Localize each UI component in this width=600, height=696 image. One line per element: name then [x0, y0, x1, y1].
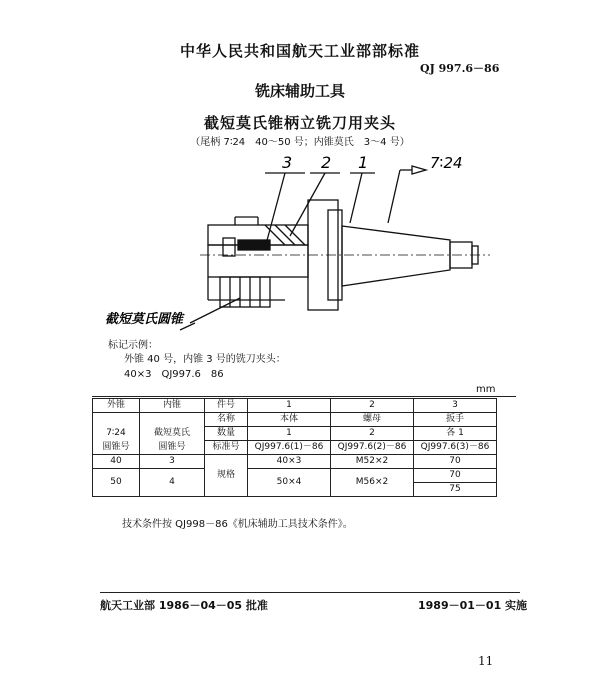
header-spec: 规格	[205, 455, 248, 497]
row2-c2: M56×2	[331, 469, 414, 497]
callout-1: 1	[358, 153, 369, 172]
row1-c3: 70	[414, 455, 497, 469]
row1-outer: 40	[93, 455, 140, 469]
taper-label: 7∶24	[430, 154, 463, 172]
standard-number: QJ 997.6－86	[420, 62, 500, 75]
callout-3: 3	[282, 153, 293, 172]
row1-c2: M52×2	[331, 455, 414, 469]
table-row	[93, 399, 497, 413]
part-seq-2: 2	[331, 399, 414, 413]
tool-holder-drawing	[100, 148, 520, 348]
table-top-rule	[92, 396, 516, 397]
parts-table	[92, 398, 497, 497]
header-outer-sub1: 7∶24	[93, 427, 140, 441]
table-row	[93, 413, 497, 427]
part-std-2: QJ997.6(2)－86	[331, 441, 414, 455]
header-inner-sub2: 圆锥号	[140, 441, 205, 455]
table-row	[93, 469, 497, 483]
standard-authority: 中华人民共和国航天工业部部标准	[179, 42, 420, 60]
header-std: 标准号	[205, 441, 248, 455]
series-title: 铣床辅助工具	[254, 82, 345, 100]
document-title: 截短莫氏锥柄立铣刀用夹头	[203, 114, 396, 132]
table-row	[93, 455, 497, 469]
row2-inner: 4	[140, 469, 205, 497]
page-number: 11	[478, 654, 494, 668]
document-subtitle: （尾柄 7∶24 40～50 号；内锥莫氏 3～4 号）	[190, 137, 410, 148]
effective-date: 1989－01－01 实施	[418, 599, 528, 612]
part-qty-3: 各 1	[414, 427, 497, 441]
table-row	[93, 441, 497, 455]
header-inner-sub1: 截短莫氏	[140, 427, 205, 441]
approval-date: 航天工业部 1986－04－05 批准	[100, 599, 268, 612]
footer-rule	[100, 592, 520, 593]
part-seq-3: 3	[414, 399, 497, 413]
unit-label: mm	[476, 384, 496, 395]
part-std-1: QJ997.6(1)－86	[248, 441, 331, 455]
part-name-3: 扳手	[414, 413, 497, 427]
marking-example: 40×3 QJ997.6 86	[124, 369, 224, 380]
callout-2: 2	[321, 153, 332, 172]
row1-c1: 40×3	[248, 455, 331, 469]
header-name: 名称	[205, 413, 248, 427]
row2-outer: 50	[93, 469, 140, 497]
header-qty: 数量	[205, 427, 248, 441]
header-outer: 外锥	[93, 399, 140, 413]
part-std-3: QJ997.6(3)－86	[414, 441, 497, 455]
header-inner: 内锥	[140, 399, 205, 413]
technical-note: 技术条件按 QJ998－86《机床辅助工具技术条件》。	[122, 519, 353, 530]
part-qty-1: 1	[248, 427, 331, 441]
bore-label: 截短莫氏圆锥	[105, 312, 184, 327]
header-seq: 件号	[205, 399, 248, 413]
row2-c3: 70	[414, 469, 497, 483]
part-name-1: 本体	[248, 413, 331, 427]
row2-c1: 50×4	[248, 469, 331, 497]
part-seq-1: 1	[248, 399, 331, 413]
header-outer-sub2: 圆锥号	[93, 441, 140, 455]
row1-inner: 3	[140, 455, 205, 469]
marking-heading: 标记示例：	[108, 340, 158, 351]
table-row	[93, 427, 497, 441]
marking-description: 外锥 40 号，内锥 3 号的铣刀夹头：	[124, 354, 286, 365]
row2-c3-extra: 75	[414, 483, 497, 497]
part-qty-2: 2	[331, 427, 414, 441]
part-name-2: 螺母	[331, 413, 414, 427]
